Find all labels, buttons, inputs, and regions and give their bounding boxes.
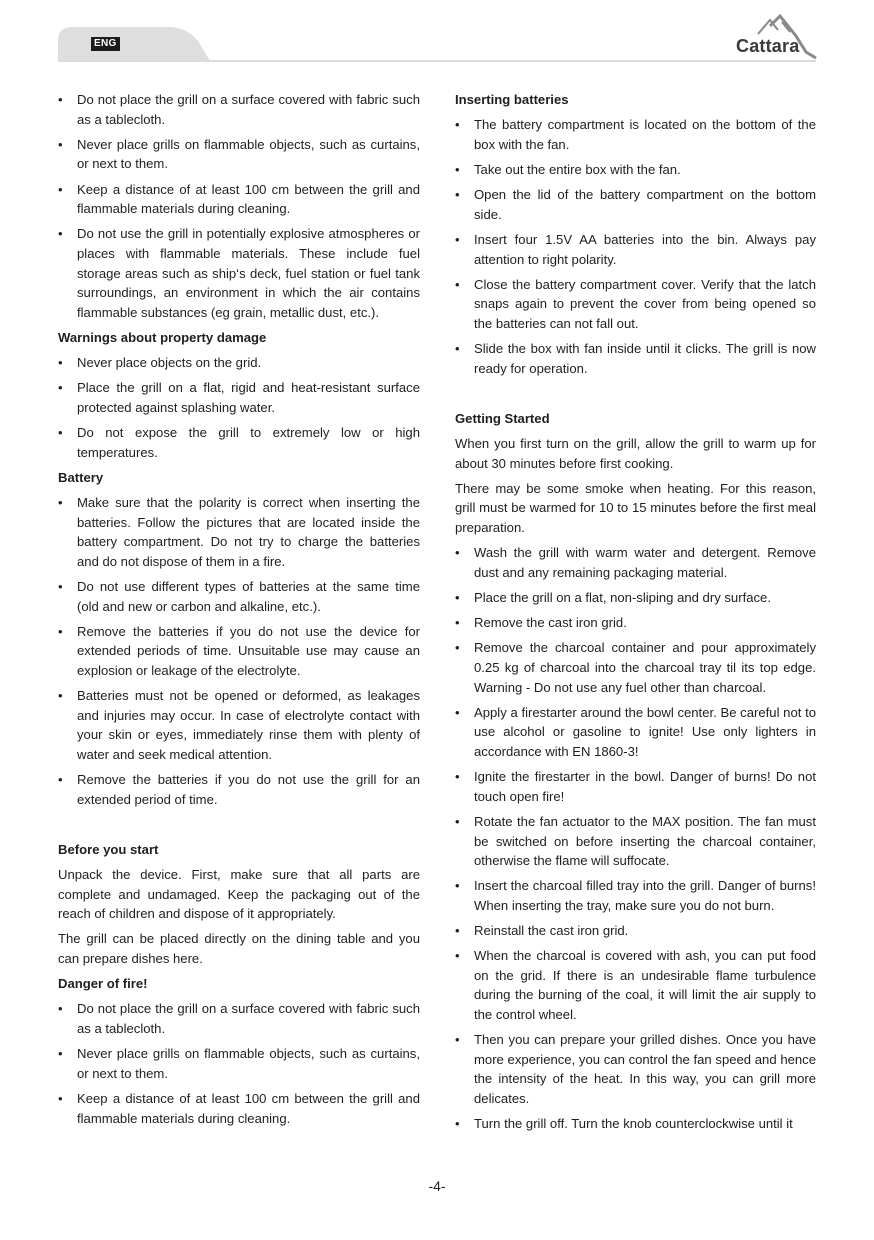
list-item: • Never place objects on the grid. xyxy=(58,353,420,373)
paragraph: There may be some smoke when heating. For this reason, grill must be warmed for 10 to 15 minutes before the first meal preparation. xyxy=(455,480,816,536)
list-item: • The battery compartment is located on the bottom of the box with the fan. xyxy=(455,115,816,154)
list-item: • Do not expose the grill to extremely low or high temperatures. xyxy=(58,423,420,462)
list-item: • Remove the charcoal container and pour approximately 0.25 kg of charcoal into the charcoal tray til its top edge. Warning - Do not use any fuel other than charcoal. xyxy=(455,638,816,697)
language-badge: ENG xyxy=(91,37,120,51)
header-tab xyxy=(58,27,210,61)
paragraph: Unpack the device. First, make sure that all parts are complete and undamaged. Keep the packaging out of the reach of children and dispose of it appropriately. xyxy=(58,867,420,922)
brand-logo xyxy=(736,14,818,62)
list-item: • Apply a firestarter around the bowl center. Be careful not to use alcohol or gasoline to ignite! Use only lighters in accordance with EN 1860-3! xyxy=(455,703,816,762)
list-item: • Slide the box with fan inside until it clicks. The grill is now ready for operation. xyxy=(455,339,816,378)
list-item: • Do not place the grill on a surface covered with fabric such as a tablecloth. xyxy=(58,999,420,1038)
list-item: • Never place grills on flammable objects, such as curtains, or next to them. xyxy=(58,1044,420,1083)
list-item: • Keep a distance of at least 100 cm between the grill and flammable materials during cleaning. xyxy=(58,180,420,219)
list-item: • Never place grills on flammable objects, such as curtains, or next to them. xyxy=(58,135,420,174)
inserting-batteries-list xyxy=(455,115,816,378)
property-damage-list xyxy=(58,353,420,462)
section-heading-getting-started: Getting Started xyxy=(455,410,550,426)
list-item: • Make sure that the polarity is correct when inserting the batteries. Follow the pictures that are located inside the battery compartment. Do not try to charge the batteries and do not dispose of them in a fire. xyxy=(58,493,420,571)
list-item: • Remove the batteries if you do not use the device for extended periods of time. Unsuitable use may cause an explosion or leakage of the electrolyte. xyxy=(58,622,420,681)
list-item: • Ignite the firestarter in the bowl. Danger of burns! Do not touch open fire! xyxy=(455,767,816,806)
list-item: • Then you can prepare your grilled dishes. Once you have more experience, you can control the fan speed and hence the intensity of the heat. In this way, you can grill more delicates. xyxy=(455,1030,816,1108)
section-heading-battery: Battery xyxy=(58,469,104,485)
list-item: • Insert four 1.5V AA batteries into the bin. Always pay attention to right polarity. xyxy=(455,230,816,269)
brand-name: Cattara xyxy=(736,36,800,56)
list-item: • Rotate the fan actuator to the MAX position. The fan must be switched on before inserting the charcoal container, otherwise the flame will suffocate. xyxy=(455,812,816,871)
list-item: • Place the grill on a flat, rigid and heat-resistant surface protected against splashing water. xyxy=(58,378,420,417)
left-column xyxy=(58,90,420,1134)
header-divider xyxy=(58,60,816,62)
danger-of-fire-list xyxy=(58,999,420,1128)
list-item: • Take out the entire box with the fan. xyxy=(455,160,816,180)
getting-started-list xyxy=(455,543,816,1134)
list-item: • Close the battery compartment cover. Verify that the latch snaps again to prevent the cover from being opened so the batteries can not fall out. xyxy=(455,275,816,334)
list-item: • Batteries must not be opened or deformed, as leakages and injuries may occur. In case of electrolyte contact with your skin or eyes, immediately rinse them with plenty of water and seek medical attention. xyxy=(58,686,420,764)
paragraph: The grill can be placed directly on the dining table and you can prepare dishes here. xyxy=(58,931,420,967)
section-heading-before-you-start: Before you start xyxy=(58,841,159,857)
list-item: • Open the lid of the battery compartment on the bottom side. xyxy=(455,185,816,224)
list-item: • Turn the grill off. Turn the knob counterclockwise until it xyxy=(455,1114,816,1134)
list-item: • Remove the cast iron grid. xyxy=(455,613,816,633)
list-item: • Place the grill on a flat, non-sliping and dry surface. xyxy=(455,588,816,608)
list-item: • Do not use the grill in potentially explosive atmospheres or places with flammable materials. These include fuel storage areas such as ship‘s deck, fuel station or fuel tank surroundings, an environment in which the air contains flammable substances (eg grain, metallic dust, etc.). xyxy=(58,224,420,322)
list-item: • Reinstall the cast iron grid. xyxy=(455,921,816,941)
section-heading-inserting-batteries: Inserting batteries xyxy=(455,92,569,107)
paragraph: When you first turn on the grill, allow the grill to warm up for about 30 minutes before first cooking. xyxy=(455,436,816,471)
list-item: • Do not place the grill on a surface covered with fabric such as a tablecloth. xyxy=(58,90,420,129)
list-item: • Keep a distance of at least 100 cm between the grill and flammable materials during cleaning. xyxy=(58,1089,420,1128)
list-item: • Do not use different types of batteries at the same time (old and new or carbon and alkaline, etc.). xyxy=(58,577,420,616)
fire-safety-list xyxy=(58,90,420,322)
list-item: • Insert the charcoal filled tray into the grill. Danger of burns! When inserting the tray, make sure you do not burn. xyxy=(455,876,816,915)
list-item: • When the charcoal is covered with ash, you can put food on the grid. If there is an undesirable flame turbulence during the burning of the coal, it will limit the air supply to the control wheel. xyxy=(455,946,816,1024)
right-column xyxy=(455,90,816,1139)
list-item: • Remove the batteries if you do not use the grill for an extended period of time. xyxy=(58,770,420,809)
section-heading-property-damage: Warnings about property damage xyxy=(58,329,267,345)
page-number: -4- xyxy=(428,1178,446,1194)
list-item: • Wash the grill with warm water and detergent. Remove dust and any remaining packaging material. xyxy=(455,543,816,582)
section-heading-danger-of-fire: Danger of fire! xyxy=(58,976,148,992)
battery-list xyxy=(58,493,420,809)
